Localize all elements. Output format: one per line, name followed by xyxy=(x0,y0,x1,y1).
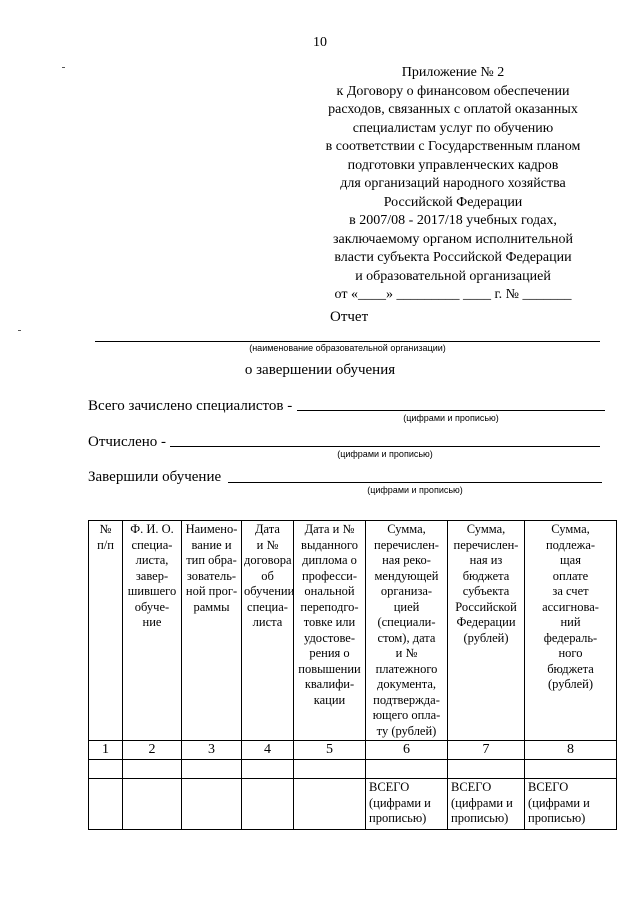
total-row xyxy=(89,779,617,830)
field-completed-caption: (цифрами и прописью) xyxy=(367,485,463,495)
field-completed-input[interactable] xyxy=(228,468,602,483)
report-table xyxy=(88,520,617,830)
report-title: Отчет xyxy=(330,309,369,325)
appendix-line: подготовки управленческих кадров xyxy=(347,157,559,173)
total-label: ВСЕГО xyxy=(451,780,492,794)
column-number: 1 xyxy=(89,741,123,760)
table-cell[interactable] xyxy=(366,760,448,779)
appendix-line: в 2007/08 - 2017/18 учебных годах, xyxy=(349,213,557,228)
appendix-line: и образовательной организацией xyxy=(355,268,551,284)
table-cell[interactable] xyxy=(89,779,123,830)
scan-mark xyxy=(18,330,21,331)
total-cell-col8[interactable] xyxy=(525,779,617,830)
page-number: 10 xyxy=(313,35,327,50)
appendix-line: для организаций народного хозяйства xyxy=(340,176,566,191)
column-number: 8 xyxy=(525,741,617,760)
field-expelled-label: Отчислено - xyxy=(88,434,167,450)
scan-mark xyxy=(62,67,65,68)
table-cell[interactable] xyxy=(123,779,182,830)
field-enrolled-input[interactable] xyxy=(297,396,605,411)
table-cell[interactable] xyxy=(89,760,123,779)
appendix-line: к Договору о финансовом обеспечении xyxy=(336,83,570,99)
report-subtitle: о завершении обучения xyxy=(244,362,396,378)
org-name-caption: (наименование образовательной организации) xyxy=(249,343,446,353)
appendix-date-line: от «____» _________ ____ г. № _______ xyxy=(334,287,572,302)
total-caption: (цифрами и прописью) xyxy=(528,795,590,825)
total-cell-col6[interactable] xyxy=(366,779,448,830)
appendix-line: специалистам услуг по обучению xyxy=(352,120,554,136)
column-number: 5 xyxy=(294,741,366,760)
column-number: 3 xyxy=(182,741,242,760)
total-caption: (цифрами и прописью) xyxy=(451,795,513,825)
table-cell[interactable] xyxy=(242,779,294,830)
column-number: 4 xyxy=(242,741,294,760)
column-header: Сумма, подлежа- щая оплате за счет ассигнова- ний федераль- ного бюджета (рублей) xyxy=(525,521,617,741)
table-cell[interactable] xyxy=(294,779,366,830)
column-number: 7 xyxy=(448,741,525,760)
appendix-line: заключаемому органом исполнительной xyxy=(332,231,574,247)
field-expelled-input[interactable] xyxy=(170,432,600,447)
org-name-field[interactable] xyxy=(95,341,600,342)
column-header: Ф. И. О. специа- листа, завер- шившего обуче- ние xyxy=(123,521,182,741)
table-cell[interactable] xyxy=(182,760,242,779)
appendix-line: Приложение № 2 xyxy=(401,65,505,80)
table-cell[interactable] xyxy=(182,779,242,830)
column-number-row xyxy=(89,741,617,760)
column-header: Дата и № выданного диплома о професси- ональной переподго- товке или удостове- рения о повышении квалифи- кации xyxy=(294,521,366,741)
appendix-line: в соответствии с Государственным планом xyxy=(325,139,581,154)
column-header: Сумма, перечислен- ная реко- мендующей организа- цией (специали- стом), дата и № платежного документа, подтвержда- ющего опла- ту (рублей) xyxy=(366,521,448,741)
field-enrolled xyxy=(88,398,292,418)
table-cell[interactable] xyxy=(448,760,525,779)
column-number: 2 xyxy=(123,741,182,760)
field-completed-label: Завершили обучение xyxy=(88,469,222,485)
table-cell[interactable] xyxy=(242,760,294,779)
total-label: ВСЕГО xyxy=(369,780,410,794)
field-expelled xyxy=(88,434,166,454)
field-enrolled-label: Всего зачислено специалистов - xyxy=(88,398,293,414)
column-header: Сумма, перечислен- ная из бюджета субъекта Российской Федерации (рублей) xyxy=(448,521,525,741)
table-cell[interactable] xyxy=(294,760,366,779)
total-caption: (цифрами и прописью) xyxy=(369,795,431,825)
total-label: ВСЕГО xyxy=(528,780,569,794)
column-header: Дата и № договора об обучении специа- листа xyxy=(242,521,294,741)
column-header: № п/п xyxy=(89,521,123,741)
field-expelled-caption: (цифрами и прописью) xyxy=(337,449,433,459)
table-row xyxy=(89,760,617,779)
total-cell-col7[interactable] xyxy=(448,779,525,830)
field-completed xyxy=(88,469,221,489)
field-enrolled-caption: (цифрами и прописью) xyxy=(403,413,499,423)
table-cell[interactable] xyxy=(525,760,617,779)
appendix-line: Российской Федерации xyxy=(383,194,523,210)
column-header: Наимено- вание и тип обра- зователь- ной прог- раммы xyxy=(182,521,242,741)
appendix-line: власти субъекта Российской Федерации xyxy=(334,250,572,265)
table-header-row xyxy=(89,521,617,741)
column-number: 6 xyxy=(366,741,448,760)
appendix-line: расходов, связанных с оплатой оказанных xyxy=(328,102,578,117)
appendix-header xyxy=(298,64,608,305)
table-cell[interactable] xyxy=(123,760,182,779)
